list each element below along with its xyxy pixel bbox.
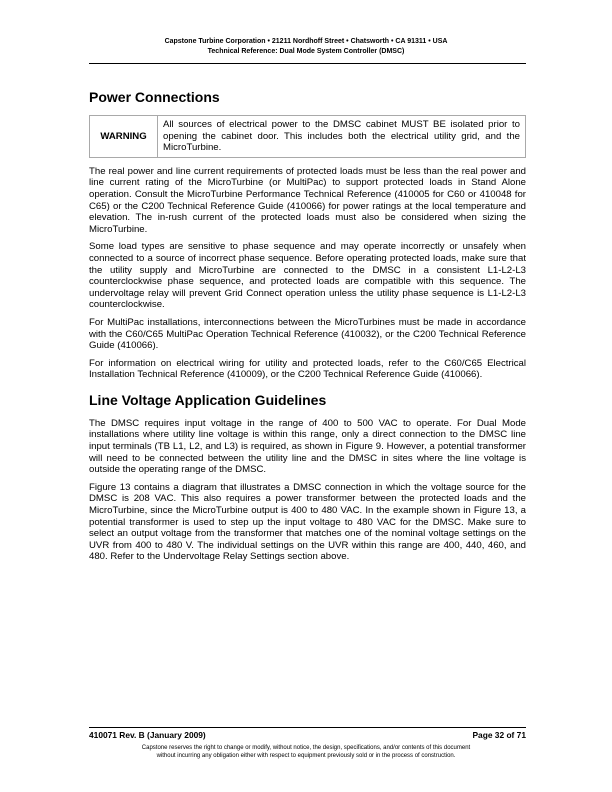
page-footer [89, 730, 526, 742]
paragraph: For information on electrical wiring for utility and protected loads, refer to the C60/C65 Electrical Installation Technical Reference (410009), or the C200 Technical Reference Guide (410066). [89, 357, 526, 381]
header-doc-title: Technical Reference: Dual Mode System Controller (DMSC) [207, 48, 405, 55]
footer-doc-id: 410071 Rev. B (January 2009) [89, 730, 206, 740]
footer-disclaimer [0, 744, 612, 760]
header-address: Capstone Turbine Corporation • 21211 Nordhoff Street • Chatsworth • CA 91311 • USA [164, 38, 448, 45]
paragraph: Figure 13 contains a diagram that illustrates a DMSC connection in which the voltage source for the DMSC is 208 VAC. This also requires a power transformer between the protected loads and the MicroTurbine, since the MicroTurbine output is 400 to 480 VAC. In the example shown in Figure 13, a potential transformer is used to step up the input voltage to 480 VAC for the DMSC. Make sure to select an output voltage from the transformer that matches one of the nominal voltage settings on the UVR from 400 to 480 V. The individual settings on the UVR within this range are 400, 440, 460, and 480. Refer to the Undervoltage Relay Settings section above. [89, 481, 526, 563]
header-divider [89, 63, 526, 64]
footer-divider [89, 727, 526, 728]
page-body [89, 88, 526, 569]
disclaimer-line: without incurring any obligation either with respect to equipment previously sold or in the process of construction. [156, 753, 456, 759]
paragraph: For MultiPac installations, interconnections between the MicroTurbines must be made in accordance with the C60/C65 MultiPac Operation Technical Reference (410032), or the C200 Technical Reference Guide (410066). [89, 316, 526, 352]
section-title-line-voltage: Line Voltage Application Guidelines [89, 391, 327, 408]
disclaimer-line: Capstone reserves the right to change or modify, without notice, the design, specifications, and/or contents of this document [141, 745, 471, 751]
paragraph: The DMSC requires input voltage in the range of 400 to 500 VAC to operate. For Dual Mode installations where utility line voltage is within this range, only a direct connection to the DMSC line input terminals (TB L1, L2, and L3) is required, as shown in Figure 9. However, a potential transformer will need to be connected between the utility line and the DMSC in sites where the line voltage is outside the operating range of the DMSC. [89, 417, 526, 476]
page-header [0, 37, 612, 57]
warning-label: WARNING [90, 116, 158, 158]
paragraph: The real power and line current requirements of protected loads must be less than the real power and line current rating of the MicroTurbine (or MultiPac) to support protected loads in Stand Alone operation. Consult the MicroTurbine Performance Technical Reference (410005 for C60 or 410048 for C65) or the C200 Technical Reference Guide (410066) for power ratings at the local temperature and elevation. The in-rush current of the protected loads must also be considered when sizing the MicroTurbine. [89, 165, 526, 235]
paragraph: Some load types are sensitive to phase sequence and may operate incorrectly or unsafely when connected to a source of incorrect phase sequence. Before operating protected loads, make sure that the utility supply and MicroTurbine are connected to the DMSC in a consistent L1-L2-L3 counterclockwise phase sequence, and protected loads are compatible with this sequence. The undervoltage relay will prevent Grid Connect operation unless the utility phase sequence is L1-L2-L3 counterclockwise. [89, 241, 526, 311]
footer-page-number: Page 32 of 71 [472, 730, 526, 740]
warning-box [89, 115, 526, 158]
section-title-power-connections: Power Connections [89, 89, 220, 105]
warning-text: All sources of electrical power to the DMSC cabinet MUST BE isolated prior to opening the cabinet door. This includes both the electrical utility grid, and the MicroTurbine. [158, 116, 526, 158]
